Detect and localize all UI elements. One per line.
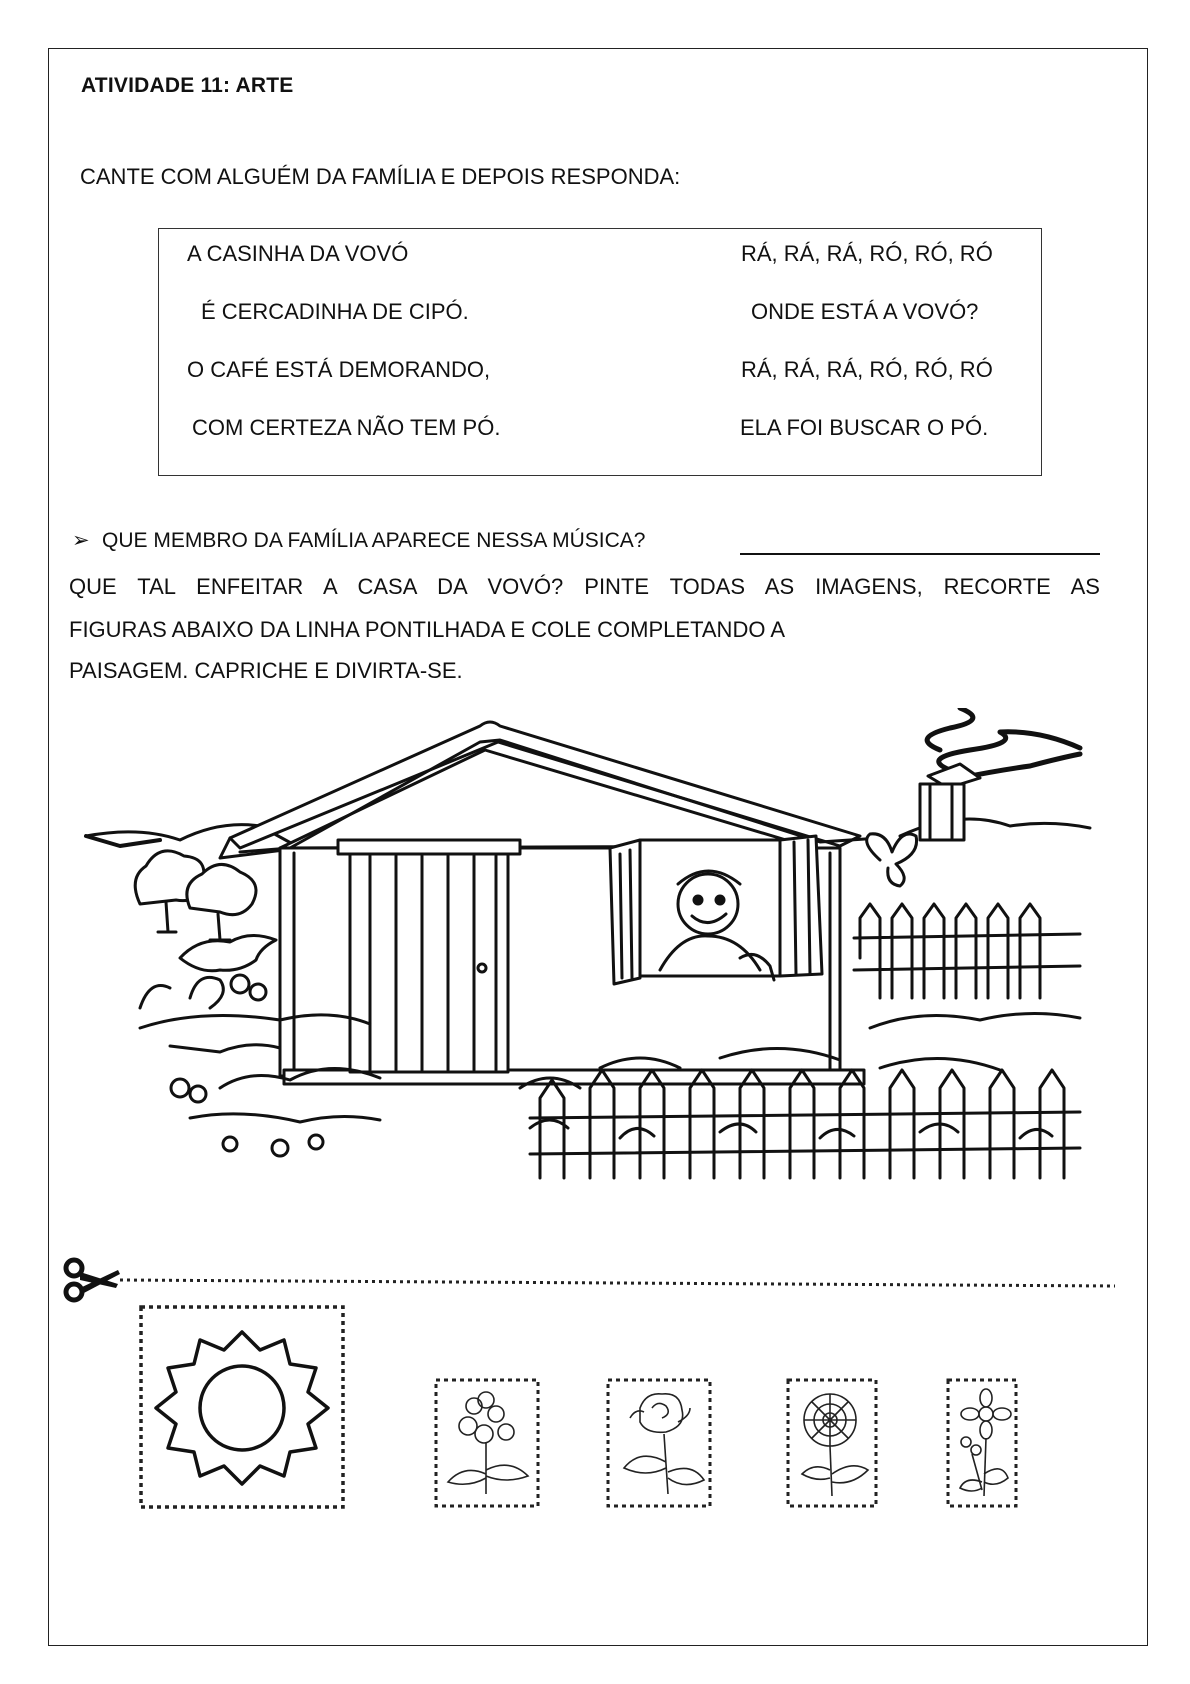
arrow-bullet-icon: ➢: [72, 529, 90, 552]
violet-flower-cutout[interactable]: [434, 1378, 540, 1508]
daisy-flower-icon: [960, 1389, 1011, 1496]
window-with-grandma: [610, 836, 822, 984]
trees: [135, 851, 256, 940]
dahlia-flower-icon: [802, 1394, 868, 1496]
word: RECORTE: [943, 574, 1051, 599]
paragraph-line-2: FIGURAS ABAIXO DA LINHA PONTILHADA E COLE COMPLETANDO A: [69, 617, 786, 642]
cut-line: [60, 1252, 1120, 1312]
house-door: [338, 840, 520, 1072]
word: IMAGENS,: [815, 574, 923, 599]
word: ENFEITAR: [196, 574, 304, 599]
song-right-line-1: RÁ, RÁ, RÁ, RÓ, RÓ, RÓ: [741, 241, 993, 266]
song-right-line-2: ONDE ESTÁ A VOVÓ?: [751, 299, 979, 324]
sun-icon: [156, 1332, 328, 1484]
family-question: [72, 528, 645, 553]
activity-title: ATIVIDADE 11: ARTE: [81, 74, 294, 97]
bird: [180, 935, 276, 970]
paragraph-line-1: [69, 574, 1100, 600]
paragraph-line-3: PAISAGEM. CAPRICHE E DIVIRTA-SE.: [69, 658, 463, 683]
word: VOVÓ?: [487, 574, 564, 599]
word: DA: [437, 574, 467, 599]
song-right-line-4: ELA FOI BUSCAR O PÓ.: [740, 415, 989, 440]
back-picket-fence: [854, 904, 1080, 1028]
family-question-text: QUE MEMBRO DA FAMÍLIA APARECE NESSA MÚSICA?: [102, 529, 646, 552]
house-roof: [220, 722, 880, 858]
rose-flower-cutout[interactable]: [606, 1378, 712, 1508]
daisy-flower-cutout[interactable]: [946, 1378, 1018, 1508]
violet-flower-icon: [448, 1392, 528, 1494]
word: PINTE: [584, 574, 650, 599]
word: TAL: [137, 574, 176, 599]
word: CASA: [357, 574, 417, 599]
word: AS: [1070, 574, 1100, 599]
house-coloring-illustration: [80, 708, 1100, 1208]
sun-cutout[interactable]: [138, 1304, 346, 1510]
dahlia-flower-cutout[interactable]: [786, 1378, 878, 1508]
chimney: [920, 764, 980, 840]
song-left-line-1: A CASINHA DA VOVÓ: [187, 241, 409, 266]
answer-blank-line[interactable]: [740, 553, 1100, 555]
dotted-cut-line: [120, 1280, 1115, 1286]
butterfly: [867, 834, 917, 886]
word: A: [323, 574, 337, 599]
song-left-line-3: O CAFÉ ESTÁ DEMORANDO,: [187, 357, 491, 382]
instruction-text: CANTE COM ALGUÉM DA FAMÍLIA E DEPOIS RESPONDA:: [80, 164, 681, 189]
word: QUE: [69, 574, 117, 599]
song-left-line-2: É CERCADINHA DE CIPÓ.: [201, 299, 469, 324]
word: TODAS: [669, 574, 746, 599]
rose-flower-icon: [624, 1394, 704, 1494]
song-lyrics-box: [158, 228, 1042, 476]
scissors-icon: [66, 1260, 120, 1300]
song-right-line-3: RÁ, RÁ, RÁ, RÓ, RÓ, RÓ: [741, 357, 993, 382]
word: AS: [764, 574, 795, 599]
song-left-line-4: COM CERTEZA NÃO TEM PÓ.: [192, 415, 501, 440]
